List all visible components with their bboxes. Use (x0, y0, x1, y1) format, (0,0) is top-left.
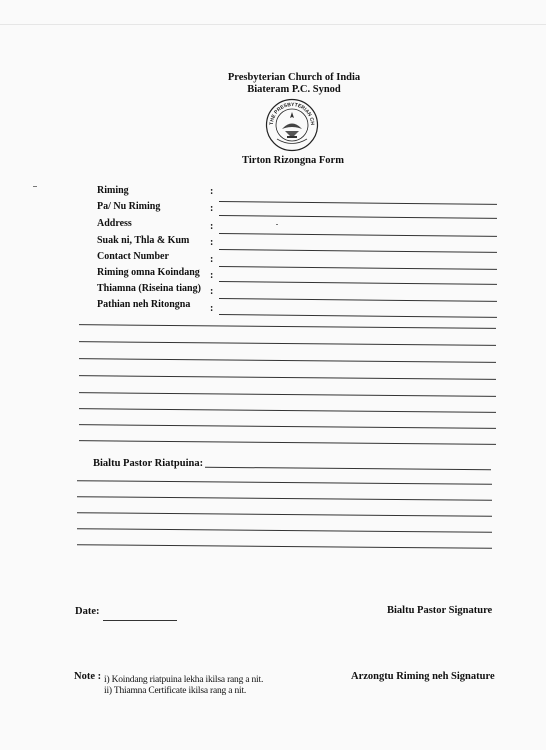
field-label-thiamna: Thiamna (Riseina tiang) (97, 283, 201, 294)
field-label-pa-nu-riming: Pa/ Nu Riming (97, 201, 161, 212)
church-seal-logo (265, 98, 319, 152)
field-label-riming-omna-koindang: Riming omna Koindang (97, 267, 200, 278)
pastor-signature-label: Bialtu Pastor Signature (387, 605, 493, 616)
page-edge (0, 24, 546, 25)
form-header (0, 72, 546, 96)
field-colon: : (210, 286, 214, 297)
pastor-remarks-line[interactable] (205, 467, 491, 470)
church-name: Presbyterian Church of India (227, 72, 361, 83)
pastor-remarks-label: Bialtu Pastor Riatpuina: (93, 458, 204, 469)
writing-line[interactable] (79, 358, 496, 363)
seal-text: THE PRESBYTERIAN CH (268, 101, 316, 126)
scan-mark (33, 186, 37, 187)
field-label-suak-ni: Suak ni, Thla & Kum (97, 235, 190, 246)
date-line[interactable] (103, 620, 177, 621)
synod-name: Biateram P.C. Synod (247, 84, 341, 95)
date-label: Date: (75, 606, 100, 617)
field-colon: : (210, 254, 214, 265)
field-colon: : (210, 221, 214, 232)
writing-line[interactable] (79, 440, 496, 445)
writing-line[interactable] (79, 392, 496, 397)
writing-line[interactable] (79, 375, 496, 380)
scan-mark (276, 224, 278, 225)
field-line-contact-number[interactable] (219, 266, 497, 270)
form-title: Tirton Rizongna Form (242, 155, 344, 166)
note-item-2: ii) Thiamna Certificate ikilsa rang a nit. (104, 686, 247, 696)
writing-line[interactable] (79, 324, 496, 329)
field-line-riming-omna-koindang[interactable] (219, 281, 497, 285)
remarks-writing-line[interactable] (77, 480, 492, 485)
remarks-writing-line[interactable] (77, 544, 492, 549)
applicant-signature-label: Arzongtu Riming neh Signature (351, 671, 495, 682)
field-colon: : (210, 303, 214, 314)
note-label: Note : (74, 671, 102, 682)
field-colon: : (210, 186, 214, 197)
writing-line[interactable] (79, 424, 496, 429)
field-label-riming: Riming (97, 185, 129, 196)
field-colon: : (210, 203, 214, 214)
remarks-writing-line[interactable] (77, 512, 492, 517)
field-line-suak-ni[interactable] (219, 249, 497, 253)
field-line-pathian-neh-ritongna[interactable] (219, 314, 497, 318)
field-label-contact-number: Contact Number (97, 251, 169, 262)
field-line-address[interactable] (219, 233, 497, 237)
note-item-1: i) Koindang riatpuina lekha ikilsa rang a nit. (104, 675, 264, 685)
writing-line[interactable] (79, 341, 496, 346)
field-label-pathian-neh-ritongna: Pathian neh Ritongna (97, 299, 191, 310)
field-label-address: Address (97, 218, 132, 229)
field-line-thiamna[interactable] (219, 298, 497, 302)
field-line-pa-nu-riming[interactable] (219, 215, 497, 219)
remarks-writing-line[interactable] (77, 496, 492, 501)
remarks-writing-line[interactable] (77, 528, 492, 533)
writing-line[interactable] (79, 408, 496, 413)
field-line-riming[interactable] (219, 201, 497, 205)
field-colon: : (210, 270, 214, 281)
field-colon: : (210, 237, 214, 248)
